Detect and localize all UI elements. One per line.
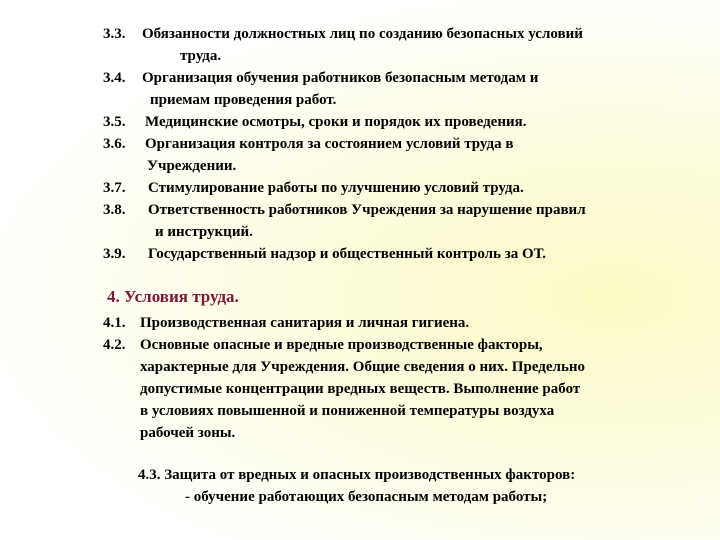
list-item-number: 4.1.	[103, 315, 126, 331]
list-item-number: 3.3.	[103, 26, 126, 42]
list-item-text: Ответственность работников Учреждения за нарушение правил	[148, 202, 586, 218]
list-item-number: 3.5.	[103, 114, 126, 130]
list-item-text-cont: характерные для Учреждения. Общие сведения о них. Предельно	[140, 359, 586, 375]
list-item-text: Обязанности должностных лиц по созданию безопасных условий	[142, 26, 583, 42]
list-item-number: 3.9.	[103, 246, 126, 262]
list-item-3-4	[103, 68, 539, 88]
list-item-4-2	[103, 335, 543, 355]
list-item-text-cont: и инструкций.	[155, 224, 253, 240]
list-item-3-5	[103, 112, 527, 132]
list-item-4-3: 4.3. Защита от вредных и опасных производственных факторов:	[138, 467, 576, 483]
list-item-number: 3.4.	[103, 70, 126, 86]
list-item-text: Производственная санитария и личная гигиена.	[140, 315, 470, 331]
list-item-4-3-sub: - обучение работающих безопасным методам работы;	[185, 489, 548, 505]
list-item-text: Стимулирование работы по улучшению условий труда.	[148, 180, 524, 196]
list-item-3-8	[103, 200, 586, 220]
list-item-text-cont: допустимые концентрации вредных веществ. Выполнение работ	[140, 381, 581, 397]
section-heading: 4. Условия труда.	[107, 287, 239, 306]
list-item-text-cont: Учреждении.	[147, 158, 237, 174]
list-item-3-9	[103, 244, 546, 264]
list-item-number: 3.6.	[103, 136, 126, 152]
list-item-text: Организация обучения работников безопасным методам и	[142, 70, 539, 86]
list-item-number: 4.2.	[103, 337, 126, 353]
list-item-number: 3.8.	[103, 202, 126, 218]
list-item-3-3	[103, 24, 583, 44]
list-item-text: Основные опасные и вредные производственные факторы,	[140, 337, 543, 353]
list-item-text: Медицинские осмотры, сроки и порядок их проведения.	[145, 114, 527, 130]
list-item-4-1	[103, 313, 470, 333]
list-item-3-6	[103, 134, 514, 154]
list-item-number: 3.7.	[103, 180, 126, 196]
list-item-text-cont: в условиях повышенной и пониженной температуры воздуха	[140, 403, 555, 419]
list-item-3-7	[103, 178, 524, 198]
list-item-text: Государственный надзор и общественный контроль за ОТ.	[148, 246, 546, 262]
list-item-text-cont: рабочей зоны.	[140, 425, 236, 441]
list-item-text: Организация контроля за состоянием условий труда в	[145, 136, 514, 152]
list-item-text-cont: труда.	[180, 48, 222, 64]
list-item-text-cont: приемам проведения работ.	[150, 92, 337, 108]
